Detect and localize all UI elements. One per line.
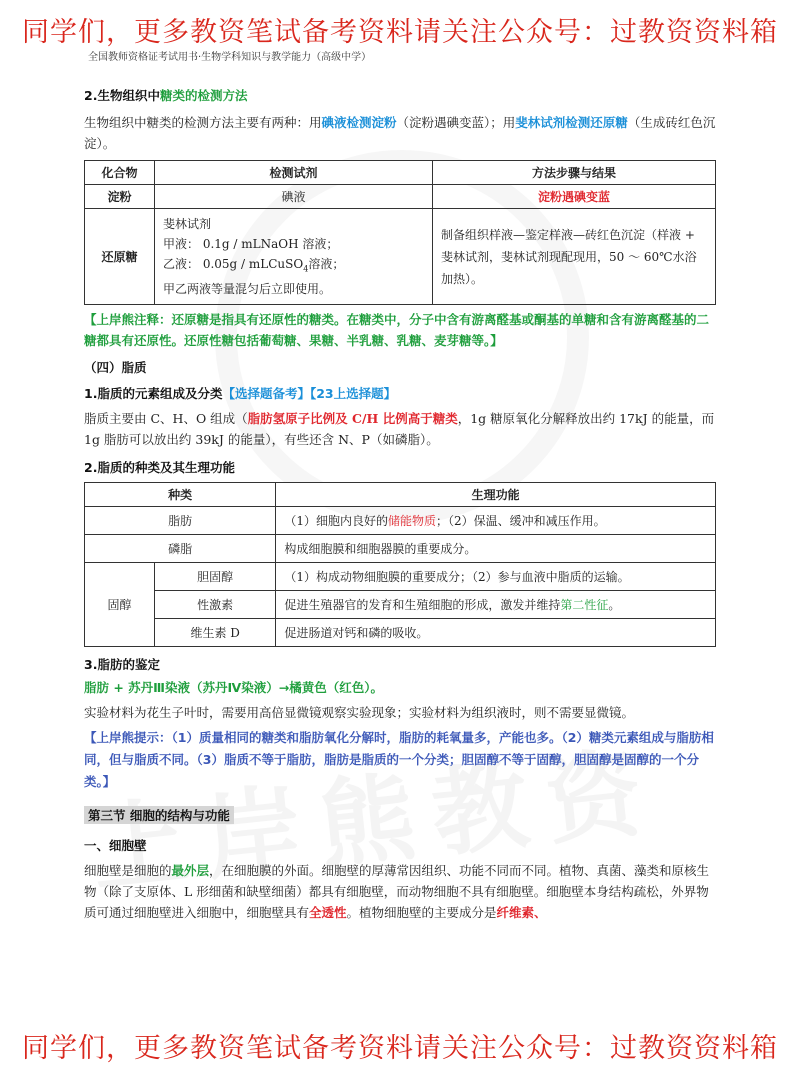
reagent-cell: 斐林试剂 甲液： 0.1g / mLNaOH 溶液； 乙液： 0.05g / mLCuSO$_4$溶液； 甲乙两液等量混匀后立即使用。 [155, 209, 433, 305]
cell-wall-heading: 一、细胞壁 [84, 838, 147, 854]
running-header: 全国教师资格证考试用书·生物学科知识与教学能力（高级中学） [88, 52, 372, 63]
cell-wall-para: 细胞壁是细胞的最外层，在细胞膜的外面。细胞壁的厚薄常因组织、功能不同而不同。植物、真菌、藻类和原核生物（除了支原体、L 形细菌和缺壁细菌）都具有细胞壁，而动物细胞不具有细胞壁。细胞壁本身结构疏松，外界物质可通过细胞壁进入细胞中，细胞壁具有全透性。植物细胞壁的主要成分是纤维素、 [84, 863, 710, 921]
lipid-heading: （四）脂质 [84, 360, 147, 376]
lipid-table [84, 482, 716, 647]
table-row: 还原糖 斐林试剂 甲液： 0.1g / mLNaOH 溶液； 乙液： 0.05g / mLCuSO$_4$溶液； 甲乙两液等量混匀后立即使用。 制备组织样液—鉴定样液—砖红色沉淀（样液 + 斐林试剂，斐林试剂现配现用，50 ～ 60℃水浴加热）。 [85, 209, 716, 305]
sugar-heading: 2.生物组织中糖类的检测方法 [84, 88, 248, 103]
bottom-banner: 同学们，更多教资笔试备考资料请关注公众号：过教资资料箱 [22, 1033, 778, 1064]
lipid-p1: 脂质主要由 C、H、O 组成（脂肪氢原子比例及 C/H 比例高于糖类，1g 糖原氧化分解释放出约 17kJ 的能量，而 1g 脂肪可以放出约 39kJ 的能量），有些还含 N、P（如磷脂）。 [84, 411, 715, 448]
sugar-table [84, 160, 716, 305]
sugar-note: 【上岸熊注释：还原糖是指具有还原性的糖类。在糖类中，分子中含有游离醛基或酮基的单糖和含有游离醛基的二糖都具有还原性。还原性糖包括葡萄糖、果糖、半乳糖、乳糖、麦芽糖等。】 [84, 312, 710, 349]
table-row: 性激素 促进生殖器官的发育和生殖细胞的形成，激发并维持第二性征。 [85, 591, 716, 619]
lipid-ident: 脂肪 + 苏丹Ⅲ染液（苏丹Ⅳ染液）→橘黄色（红色）。 [84, 680, 383, 696]
section-title: 第三节 细胞的结构与功能 [84, 806, 234, 824]
lipid-ident-p: 实验材料为花生子叶时，需要用高倍显微镜观察实验现象；实验材料为组织液时，则不需要显微镜。 [84, 705, 635, 721]
sugar-intro: 生物组织中糖类的检测方法主要有两种：用碘液检测淀粉（淀粉遇碘变蓝）；用斐林试剂检测还原糖（生成砖红色沉淀）。 [84, 115, 716, 151]
lipid-h3: 3.脂肪的鉴定 [84, 657, 160, 673]
lipid-h1: 1.脂质的元素组成及分类【选择题备考】【23上选择题】 [84, 386, 397, 402]
table-header-row: 种类 生理功能 [85, 483, 716, 507]
lipid-h2: 2.脂质的种类及其生理功能 [84, 460, 235, 476]
page-content [84, 82, 716, 923]
table-header-row: 化合物 检测试剂 方法步骤与结果 [85, 161, 716, 185]
table-row: 磷脂 构成细胞膜和细胞器膜的重要成分。 [85, 535, 716, 563]
table-row: 淀粉 碘液 淀粉遇碘变蓝 [85, 185, 716, 209]
top-banner: 同学们，更多教资笔试备考资料请关注公众号：过教资资料箱 [22, 17, 778, 48]
table-row: 固醇 胆固醇 （1）构成动物细胞膜的重要成分；（2）参与血液中脂质的运输。 [85, 563, 716, 591]
table-row: 脂肪 （1）细胞内良好的储能物质；（2）保温、缓冲和减压作用。 [85, 507, 716, 535]
table-row: 维生素 D 促进肠道对钙和磷的吸收。 [85, 619, 716, 647]
section-header [84, 805, 716, 824]
lipid-tip: 【上岸熊提示：（1）质量相同的糖类和脂肪氧化分解时，脂肪的耗氧量多，产能也多。（2）糖类元素组成与脂肪相同，但与脂质不同。（3）脂质不等于脂肪，脂肪是脂质的一个分类；胆固醇不等于固醇，胆固醇是固醇的一个分类。】 [84, 730, 714, 790]
